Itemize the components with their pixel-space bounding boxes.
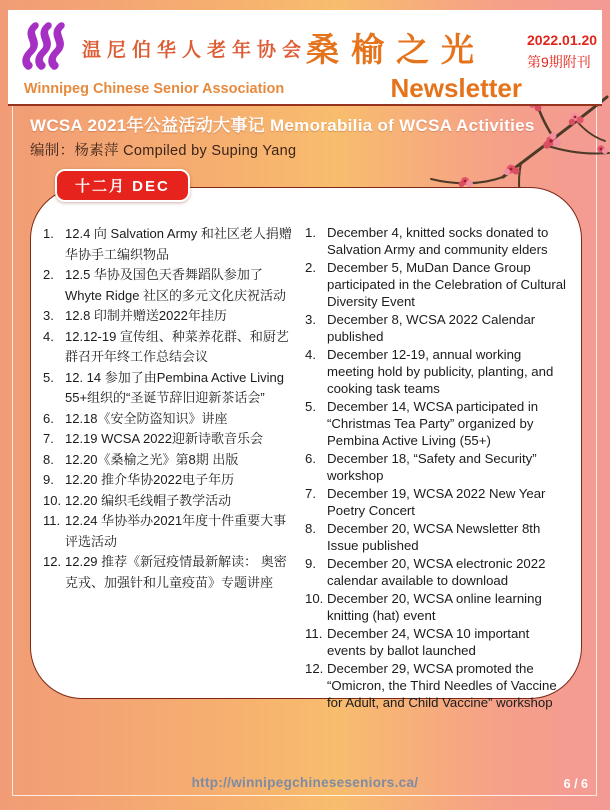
event-number: 9. bbox=[43, 472, 54, 487]
event-text: 12.5 华协及国色天香舞蹈队参加了 Whyte Ridge 社区的多元文化庆祝活动 bbox=[65, 267, 287, 303]
event-text: 12. 14 参加了由Pembina Active Living 55+组织的“圣诞节辞旧迎新茶话会” bbox=[65, 369, 284, 405]
event-number: 1. bbox=[305, 225, 316, 240]
event-number: 11. bbox=[43, 513, 61, 528]
event-number: 9. bbox=[305, 556, 316, 571]
event-item-en bbox=[301, 224, 569, 258]
event-text: December 19, WCSA 2022 New Year Poetry Concert bbox=[327, 486, 546, 518]
page-number: 6 / 6 bbox=[563, 777, 588, 791]
event-number: 3. bbox=[305, 312, 316, 327]
event-item-cn bbox=[39, 429, 293, 450]
event-item-en bbox=[301, 485, 569, 519]
event-item-cn bbox=[39, 450, 293, 471]
newsletter-title-chinese: 桑榆之光 bbox=[306, 31, 486, 68]
events-list-english bbox=[301, 224, 569, 712]
issue-date: 2022.01.20 bbox=[527, 32, 598, 48]
event-number: 10. bbox=[43, 492, 62, 508]
event-item-cn bbox=[39, 224, 293, 265]
event-item-en bbox=[301, 311, 569, 345]
event-text: December 24, WCSA 10 important events by ballot launched bbox=[327, 626, 530, 658]
events-list-chinese bbox=[39, 224, 293, 712]
event-text: December 20, WCSA online learning knitting (hat) event bbox=[327, 591, 542, 623]
event-item-en bbox=[301, 259, 569, 310]
event-text: 12.19 WCSA 2022迎新诗歌音乐会 bbox=[65, 431, 263, 446]
event-item-en bbox=[301, 346, 569, 397]
event-number: 8. bbox=[43, 451, 54, 467]
org-name-chinese: 温尼伯华人老年协会 bbox=[82, 40, 308, 61]
event-text: December 8, WCSA 2022 Calendar published bbox=[327, 312, 536, 344]
month-badge: 十二月 DEC bbox=[55, 169, 190, 202]
event-item-cn bbox=[39, 306, 293, 327]
event-text: December 20, WCSA Newsletter 8th Issue published bbox=[327, 521, 541, 553]
event-text: 12.8 印制并赠送2022年挂历 bbox=[65, 308, 227, 323]
header bbox=[8, 10, 602, 106]
website-link[interactable]: http://winnipegchineseseniors.ca/ bbox=[191, 775, 419, 790]
section-title: WCSA 2021年公益活动大事记 Memorabilia of WCSA Activities bbox=[30, 116, 535, 135]
event-text: 12.12-19 宣传组、种菜养花群、和厨艺群召开年终工作总结会议 bbox=[65, 328, 289, 364]
event-text: 12.24 华协举办2021年度十件重要大事评选活动 bbox=[65, 513, 287, 549]
event-number: 5. bbox=[305, 399, 316, 414]
event-text: 12.20 编织毛线帽子教学活动 bbox=[65, 492, 232, 508]
event-item-en bbox=[301, 555, 569, 589]
event-number: 11. bbox=[305, 626, 323, 641]
event-text: December 18, “Safety and Security” workshop bbox=[327, 451, 537, 483]
event-item-cn bbox=[39, 470, 293, 491]
event-text: December 29, WCSA promoted the “Omicron, the Third Needles of Vaccine for Adult, and Child Vaccine” workshop bbox=[327, 661, 557, 710]
issue-number: 第9期附刊 bbox=[527, 54, 591, 70]
event-number: 5. bbox=[43, 369, 54, 385]
event-text: 12.20《桑榆之光》第8期 出版 bbox=[65, 451, 239, 467]
event-item-en bbox=[301, 625, 569, 659]
event-item-en bbox=[301, 660, 569, 711]
events-card bbox=[30, 187, 582, 710]
issue-block bbox=[527, 32, 610, 72]
event-number: 4. bbox=[305, 347, 316, 362]
event-number: 7. bbox=[305, 486, 316, 501]
event-item-cn bbox=[39, 327, 293, 368]
event-text: December 5, MuDan Dance Group participated in the Celebration of Cultural Diversity Event bbox=[327, 260, 566, 309]
event-number: 2. bbox=[305, 260, 316, 275]
event-item-cn bbox=[39, 511, 293, 552]
event-number: 2. bbox=[43, 267, 54, 282]
event-text: December 4, knitted socks donated to Salvation Army and community elders bbox=[327, 225, 549, 257]
event-number: 3. bbox=[43, 308, 54, 323]
event-item-cn bbox=[39, 409, 293, 430]
org-name-english: Winnipeg Chinese Senior Association bbox=[23, 81, 285, 97]
event-number: 6. bbox=[305, 451, 316, 466]
org-group bbox=[20, 20, 308, 97]
event-number: 7. bbox=[43, 431, 54, 446]
masthead bbox=[306, 24, 522, 104]
event-number: 8. bbox=[305, 521, 316, 536]
event-number: 1. bbox=[43, 226, 54, 241]
wcsa-logo-icon bbox=[20, 20, 72, 77]
event-number: 12. bbox=[305, 661, 324, 676]
compiled-by-line: 编制：杨素萍 Compiled by Suping Yang bbox=[30, 143, 297, 159]
event-item-cn bbox=[39, 552, 293, 593]
event-item-cn bbox=[39, 265, 293, 306]
event-item-en bbox=[301, 450, 569, 484]
event-item-cn bbox=[39, 368, 293, 409]
newsletter-title-english: Newsletter bbox=[390, 73, 522, 103]
event-text: December 12-19, annual working meeting hold by publicity, planting, and cooking task teams bbox=[327, 347, 554, 396]
event-text: 12.20 推介华协2022电子年历 bbox=[65, 472, 235, 487]
event-number: 4. bbox=[43, 328, 54, 344]
event-item-en bbox=[301, 590, 569, 624]
event-item-en bbox=[301, 520, 569, 554]
event-item-en bbox=[301, 398, 569, 449]
event-text: 12.29 推荐《新冠疫情最新解读： 奥密克戎、加强针和儿童疫苗》专题讲座 bbox=[65, 554, 287, 590]
event-number: 6. bbox=[43, 410, 54, 426]
event-number: 12. bbox=[43, 554, 62, 569]
event-text: 12.18《安全防盗知识》讲座 bbox=[65, 410, 228, 426]
event-number: 10. bbox=[305, 591, 324, 606]
event-text: December 20, WCSA electronic 2022 calendar available to download bbox=[327, 556, 546, 588]
event-item-cn bbox=[39, 491, 293, 512]
event-text: December 14, WCSA participated in “Christmas Tea Party” organized by Pembina Active Living (55+) bbox=[327, 399, 539, 448]
event-text: 12.4 向 Salvation Army 和社区老人捐赠华协手工编织物品 bbox=[65, 226, 292, 262]
